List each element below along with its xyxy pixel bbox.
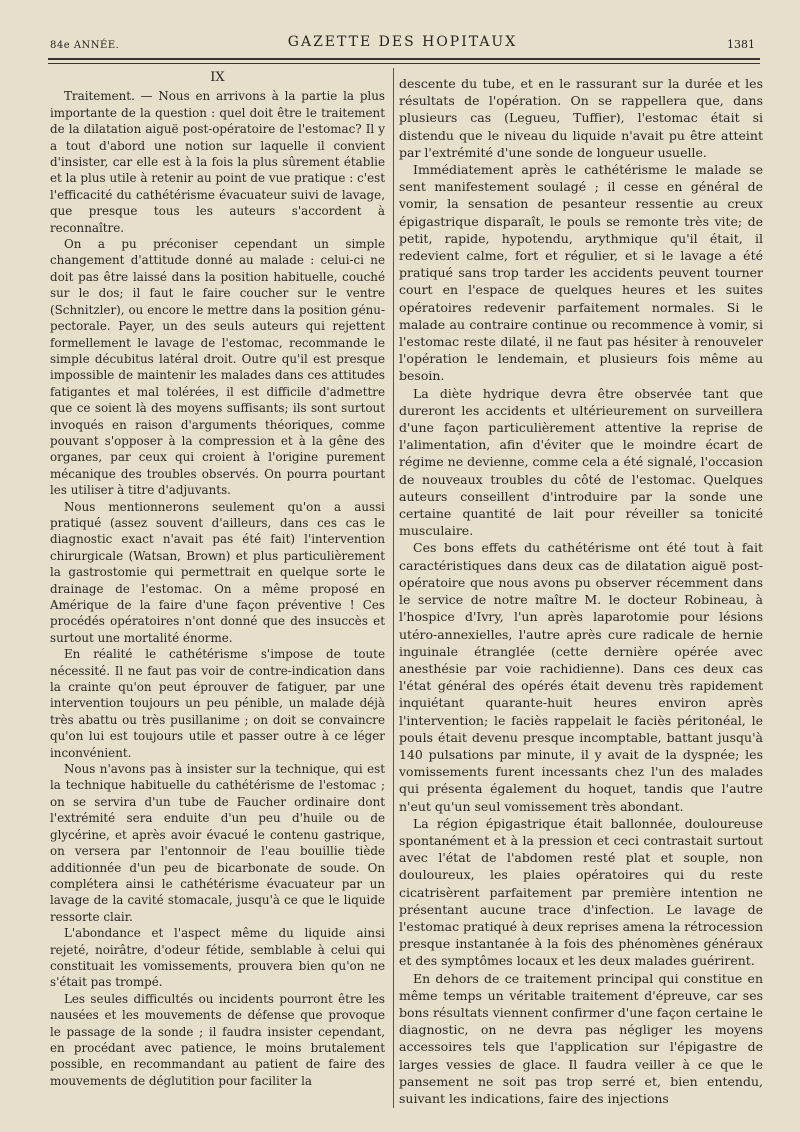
header-rule-thick — [48, 58, 760, 60]
left-column — [50, 70, 385, 1089]
column-divider — [393, 68, 394, 1108]
volume-year: 84e ANNÉE. — [50, 40, 120, 51]
paragraph: Nous mentionnerons seulement qu'on a aussi pratiqué (assez souvent d'ailleurs, dans ces cas le diagnostic exact n'avait pas été fait) l'intervention chirurgicale (Watsan, Brown) et plus particulièrement la gastrostomie qui permettrait en quelque sorte le drainage de l'estomac. On a même proposé en Amérique de la faire d'une façon préventive ! Ces procédés opératoires n'ont donné que des insuccès et surtout une mortalité énorme. — [50, 499, 385, 645]
paragraph: La région épigastrique était ballonnée, douloureuse spontanément et à la pression et ceci contrastait surtout avec l'état de l'abdomen resté plat et souple, non douloureux, les plaies opératoires qui du reste cicatrisèrent parfaitement par première intention ne présentant aucune trace d'infection. Le lavage de l'estomac pratiqué à deux reprises amena la rétrocession presque instantanée à la fois des phénomènes généraux et des symptômes locaux et les deux malades guérirent. — [399, 815, 763, 969]
paragraph: L'abondance et l'aspect même du liquide ainsi rejeté, noirâtre, d'odeur fétide, semblable à celui qui constituait les vomissements, prouvera bien qu'on ne s'était pas trompé. — [50, 926, 385, 990]
paragraph: La diète hydrique devra être observée tant que dureront les accidents et ultérieurement on surveillera d'une façon particulièrement attentive la reprise de l'alimentation, afin d'éviter que le moindre écart de régime ne devienne, comme cela a été signalé, l'occasion de nouveaux troubles du côté de l'estomac. Quelques auteurs conseillent d'introduire par la sonde une certaine quantité de lait pour réveiller sa tonicité musculaire. — [399, 385, 763, 539]
journal-title: GAZETTE DES HOPITAUX — [287, 34, 518, 50]
paragraph: Les seules difficultés ou incidents pourront être les nausées et les mouvements de défense que provoque le passage de la sonde ; il faudra insister cependant, en procédant avec patience, le moins brutalement possible, en recommandant au patient de faire des mouvements de déglutition pour faciliter la — [50, 991, 385, 1088]
paragraph: Immédiatement après le cathétérisme le malade se sent manifestement soulagé ; il cesse en général de vomir, la sensation de pesanteur ressentie au creux épigastrique disparaît, le pouls se remonte très vite; de petit, rapide, hypotendu, arythmique qu'il était, il redevient calme, fort et régulier, et si le lavage a été pratiqué sans trop tarder les accidents peuvent tourner court en l'espace de quelques heures et les suites opératoires redevenir parfaitement normales. Si le malade au contraire continue ou recommence à vomir, si l'estomac reste dilaté, il ne faut pas hésiter à renouveler l'opération le lendemain, et plusieurs fois même au besoin. — [399, 162, 763, 384]
page-header — [50, 34, 755, 56]
paragraph-continued: descente du tube, et en le rassurant sur la durée et les résultats de l'opération. On se rappellera que, dans plusieurs cas (Legueu, Tuffier), l'estomac était si distendu que le niveau du liquide n'avait pu être atteint par l'extrémité d'une sonde de longueur usuelle. — [399, 76, 763, 160]
paragraph: On a pu préconiser cependant un simple changement d'attitude donné au malade : celui-ci ne doit pas être laissé dans la position habituelle, couché sur le dos; il faut le faire coucher sur le ventre (Schnitzler), ou encore le mettre dans la position génu-pectorale. Payer, un des seuls auteurs qui rejettent formellement le lavage de l'estomac, recommande le simple décubitus latéral droit. Outre qu'il est presque impossible de maintenir les malades dans ces attitudes fatigantes et mal tolérées, il est difficile d'admettre que ce soient là des moyens suffisants; ils sont surtout invoqués en raison d'arguments théoriques, comme pouvant s'opposer à la compression et à la gêne des organes, par ceux qui croient à l'origine purement mécanique des troubles observés. On pourra pourtant les utiliser à titre d'adjuvants. — [50, 237, 385, 498]
right-column — [399, 75, 763, 1107]
paragraph: En réalité le cathétérisme s'impose de toute nécessité. Il ne faut pas voir de contre-indication dans la crainte qu'on peut éprouver de fatiguer, par une intervention toujours un peu pénible, un malade déjà très abattu ou très pusillanime ; on doit se convaincre qu'on lui est toujours utile et passer outre à ce léger inconvénient. — [50, 647, 385, 760]
page-number: 1381 — [727, 38, 755, 51]
paragraph: Ces bons effets du cathétérisme ont été tout à fait caractéristiques dans deux cas de dilatation aiguë post-opératoire que nous avons pu observer récemment dans le service de notre maître M. le docteur Robineau, à l'hospice d'Ivry, l'un après laparotomie pour lésions utéro-annexielles, l'autre après cure radicale de hernie inguinale étranglée (cette dernière opérée avec anesthésie par voie rachidienne). Dans ces deux cas l'état général des opérés était devenu très rapidement inquiétant quarante-huit heures environ après l'intervention; le faciès rappelait le faciès péritonéal, le pouls était devenu presque incomptable, battant jusqu'à 140 pulsations par minute, il y avait de la dyspnée; les vomissements furent incessants chez l'un des malades qui présenta également du hoquet, tandis que l'autre n'eut qu'un seul vomissement très abondant. — [399, 540, 763, 814]
paragraph: En dehors de ce traitement principal qui constitue en même temps un véritable traitement d'épreuve, car ses bons résultats viennent confirmer d'une façon certaine le diagnostic, on ne devra pas négliger les moyens accessoires tels que l'application sur l'épigastre de larges vessies de glace. Il faudra veiller à ce que le pansement ne soit pas trop serré et, bien entendu, suivant les indications, faire des injections — [399, 970, 763, 1106]
header-rule-thin — [48, 63, 760, 64]
section-heading: IX — [210, 70, 225, 85]
paragraph: Nous n'avons pas à insister sur la technique, qui est la technique habituelle du cathétérisme de l'estomac ; on se servira d'un tube de Faucher ordinaire dont l'extrémité sera enduite d'un peu d'huile ou de glycérine, et après avoir évacué le contenu gastrique, on versera par l'entonnoir de l'eau bouillie tiède additionnée d'un peu de bicarbonate de soude. On complétera ainsi le cathétérisme évacuateur par un lavage de la cavité stomacale, jusqu'à ce que le liquide ressorte clair. — [50, 762, 385, 924]
paragraph: Traitement. — Nous en arrivons à la partie la plus importante de la question : quel doit être le traitement de la dilatation aiguë post-opératoire de l'estomac? Il y a tout d'abord une notion sur laquelle il convient d'insister, car elle est à la fois la plus sûrement établie et la plus utile à retenir au point de vue pratique : c'est l'efficacité du cathétérisme évacuateur suivi de lavage, que presque tous les auteurs s'accordent à reconnaître. — [50, 89, 385, 235]
